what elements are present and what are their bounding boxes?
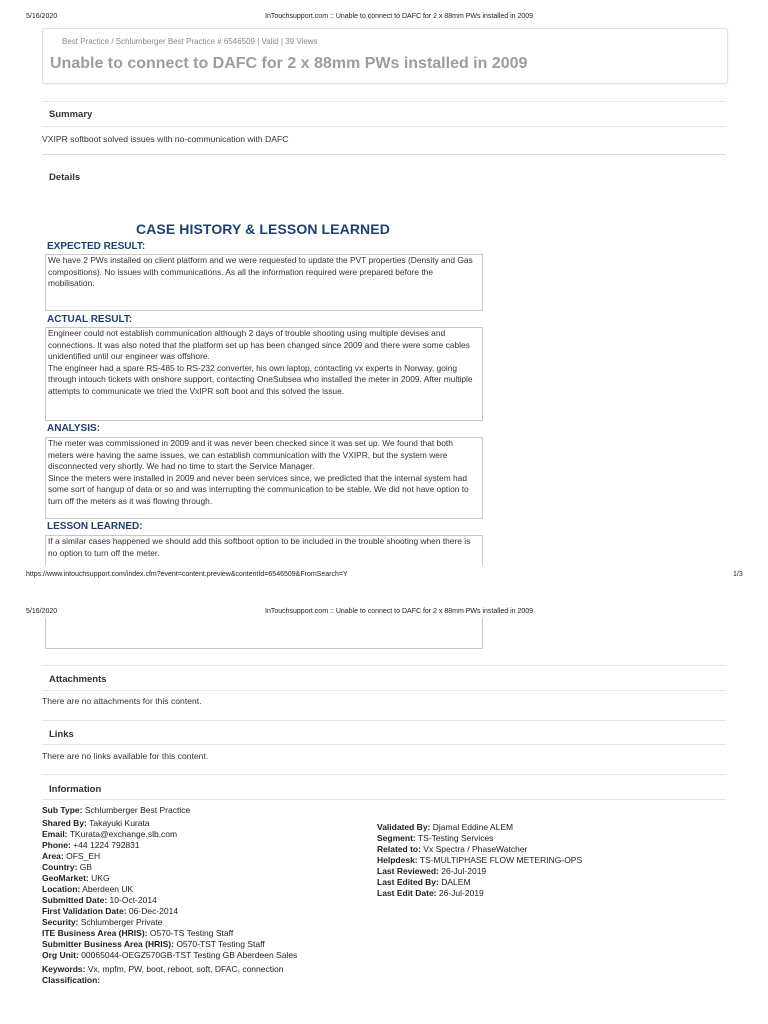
- print-url: https://www.intouchsupport.com/index.cfm?event=content.preview&contentId=6546509&FromSearch=Y: [26, 571, 348, 578]
- page-title: Unable to connect to DAFC for 2 x 88mm PWs installed in 2009: [50, 55, 528, 72]
- info-row: Email: TKurata@exchange.slb.com: [42, 829, 178, 839]
- expected-result-box: [45, 254, 483, 311]
- case-history-title: CASE HISTORY & LESSON LEARNED: [136, 221, 390, 237]
- divider: [42, 154, 726, 155]
- information-left-column: [42, 805, 297, 986]
- divider: [42, 799, 726, 800]
- info-row: Country: GB: [42, 862, 93, 872]
- divider: [42, 665, 726, 666]
- info-row: Related to: Vx Spectra / PhaseWatcher: [377, 844, 528, 854]
- divider: [42, 774, 726, 775]
- divider: [42, 690, 726, 691]
- details-heading: Details: [49, 172, 81, 183]
- divider: [42, 126, 726, 127]
- info-row: Last Edit Date: 26-Jul-2019: [377, 888, 484, 898]
- summary-heading: Summary: [49, 109, 93, 120]
- info-row: Last Reviewed: 26-Jul-2019: [377, 866, 487, 876]
- information-right-column: [377, 822, 582, 899]
- analysis-label: ANALYSIS:: [47, 423, 100, 434]
- divider: [42, 101, 726, 102]
- actual-result-p2: The engineer had a spare RS-485 to RS-232 converter, his own laptop, contacting vx experts in Norway, going through intouch tickets with onshore support, contacting OneSubsea who installed the meter in 2009. After multiple attempts to communicate we tried the VxIPR soft boot and this solved the issue.: [48, 362, 473, 396]
- lesson-learned-box: [45, 535, 483, 565]
- info-row: Phone: +44 1224 792831: [42, 840, 140, 850]
- attachments-heading: Attachments: [49, 674, 107, 685]
- print-doc-title: InTouchsupport.com :: Unable to connect to DAFC for 2 x 88mm PWs installed in 2009: [265, 608, 534, 615]
- print-date: 5/16/2020: [26, 13, 58, 20]
- expected-result-label: EXPECTED RESULT:: [47, 241, 146, 252]
- article-breadcrumb[interactable]: Best Practice / Schlumberger Best Practice # 6546509 | Valid | 39 Views: [62, 37, 318, 46]
- lesson-learned-box-continued: [45, 618, 483, 649]
- info-row: ITE Business Area (HRIS): O570-TS Testing Staff: [42, 928, 234, 938]
- info-row: Helpdesk: TS-MULTIPHASE FLOW METERING-OPS: [377, 855, 583, 865]
- print-page-number: 1/3: [733, 571, 743, 578]
- expected-result-text: We have 2 PWs installed on client platform and we were requested to update the PVT properties (Density and Gas compositions). No issues with communications. As all the information required were prepared before the mobilisation.: [48, 255, 473, 289]
- info-row: Sub Type: Schlumberger Best Practice: [42, 805, 191, 815]
- info-row: Security: Schlumberger Private: [42, 917, 163, 927]
- lesson-learned-text: If a similar cases happened we should add this softboot option to be included in the trouble shooting when there is no option to turn off the meter.: [48, 536, 471, 558]
- info-row: Area: OFS_EH: [42, 851, 101, 861]
- info-row: Segment: TS-Testing Services: [377, 833, 494, 843]
- actual-result-box: [45, 327, 483, 421]
- info-row: Submitted Date: 10-Oct-2014: [42, 895, 157, 905]
- information-heading: Information: [49, 784, 102, 795]
- links-heading: Links: [49, 729, 74, 740]
- info-row: Validated By: Djamal Eddine ALEM: [377, 822, 514, 832]
- divider: [42, 744, 726, 745]
- info-row: Location: Aberdeen UK: [42, 884, 134, 894]
- print-date: 5/16/2020: [26, 608, 58, 615]
- analysis-box: [45, 437, 483, 519]
- info-row-keywords: Keywords: Vx, mpfm, PW, boot, reboot, soft, DFAC, connection: [42, 964, 284, 974]
- divider: [42, 720, 726, 721]
- info-row: Submitter Business Area (HRIS): O570-TST Testing Staff: [42, 939, 265, 949]
- info-row: GeoMarket: UKG: [42, 873, 110, 883]
- lesson-learned-label: LESSON LEARNED:: [47, 521, 143, 532]
- info-row-classification: Classification:: [42, 975, 101, 985]
- attachments-text: There are no attachments for this content.: [42, 696, 202, 706]
- print-doc-title: InTouchsupport.com :: Unable to connect to DAFC for 2 x 88mm PWs installed in 2009: [265, 13, 534, 20]
- actual-result-label: ACTUAL RESULT:: [47, 314, 133, 325]
- actual-result-p1: Engineer could not establish communication although 2 days of trouble shooting using multiple devises and connections. It was also noted that the platform set up has been changed since 2009 and there were some cables unidentified until our engineer was offshore.: [48, 328, 470, 362]
- info-row: Org Unit: 00065044-OEGZ570GB-TST Testing GB Aberdeen Sales: [42, 950, 298, 960]
- info-row: Last Edited By: DALEM: [377, 877, 471, 887]
- analysis-p1: The meter was commissioned in 2009 and it was never been checked since it was set up. We found that both meters were having the same issues, we can establish communication with the VXIPR, but the system were disconnected very shortly. We had no time to start the Service Manager.: [48, 438, 453, 472]
- summary-text: VXIPR softboot solved issues with no-communication with DAFC: [42, 134, 289, 144]
- links-text: There are no links available for this content.: [42, 751, 209, 761]
- info-row: Shared By: Takayuki Kurata: [42, 818, 150, 828]
- info-row: First Validation Date: 06-Dec-2014: [42, 906, 179, 916]
- analysis-p2: Since the meters were installed in 2009 and never been services since, we predicted that the internal system had some sort of hangup of data or so and was interrupting the communication to be stable. We did not have option to turn off the meters as it was flowing through.: [48, 472, 469, 506]
